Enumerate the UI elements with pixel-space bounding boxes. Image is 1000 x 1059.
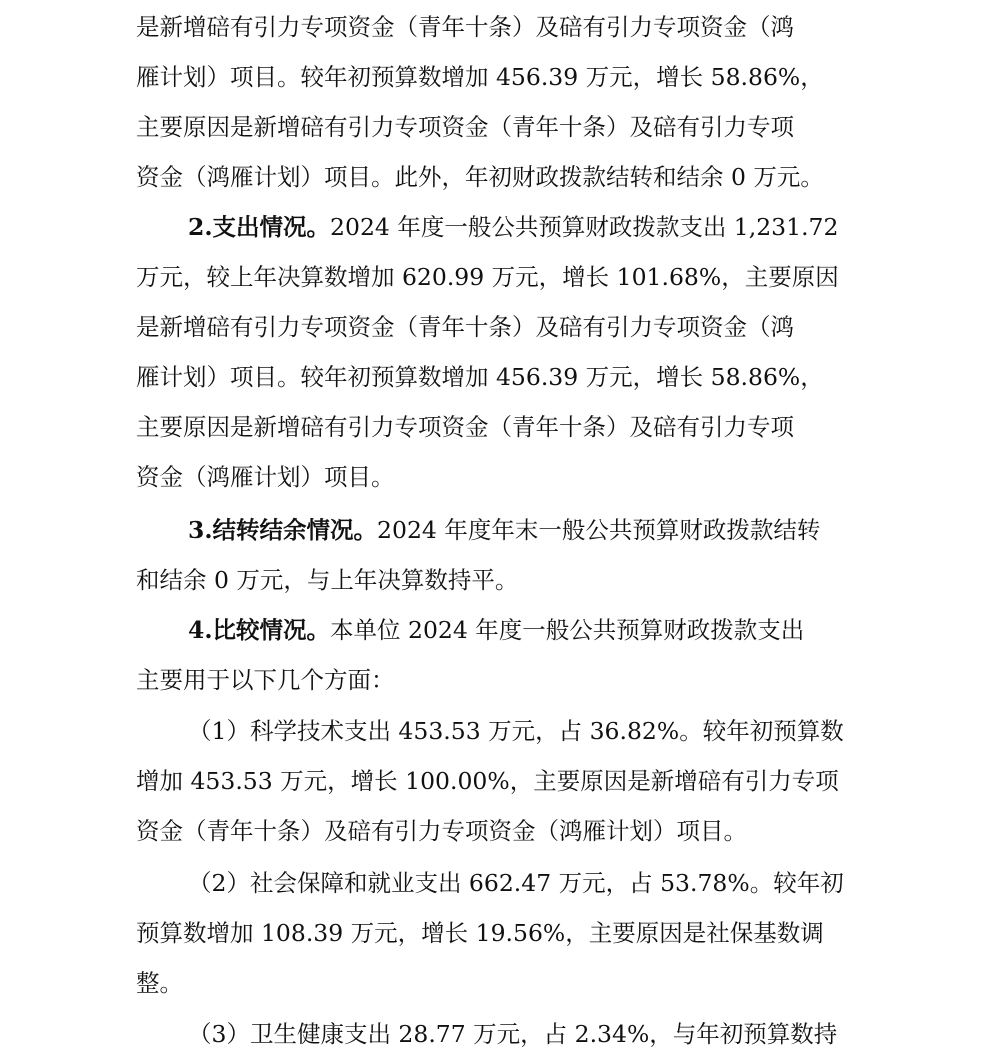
text-line: 雁计划）项目。较年初预算数增加 456.39 万元，增长 58.86%， — [136, 63, 824, 91]
paragraph-carryover-first-line — [188, 505, 878, 555]
text-line: 增加 453.53 万元，增长 100.00%，主要原因是新增碚有引力专项 — [136, 767, 839, 795]
text-line: 预算数增加 108.39 万元，增长 19.56%，主要原因是社保基数调 — [136, 919, 824, 947]
section-heading-carryover: 3.结转结余情况。 — [188, 516, 378, 544]
list-item-social-security: （2）社会保障和就业支出 662.47 万元，占 53.78%。较年初 — [188, 869, 844, 897]
text-line: 整。 — [136, 969, 183, 997]
text-line: 主要原因是新增碚有引力专项资金（青年十条）及碚有引力专项 — [136, 113, 794, 141]
text-line: 是新增碚有引力专项资金（青年十条）及碚有引力专项资金（鸿 — [136, 313, 794, 341]
text-line: 资金（鸿雁计划）项目。此外，年初财政拨款结转和结余 0 万元。 — [136, 163, 824, 191]
paragraph-expenditure-first-line — [188, 202, 878, 252]
text-line: 主要原因是新增碚有引力专项资金（青年十条）及碚有引力专项 — [136, 413, 794, 441]
section-heading-comparison: 4.比较情况。 — [188, 616, 331, 644]
text-line: 主要用于以下几个方面： — [136, 666, 395, 694]
text-span: 2024 年度一般公共预算财政拨款支出 1,231.72 — [330, 213, 839, 241]
text-span: 2024 年度年末一般公共预算财政拨款结转 — [377, 516, 821, 544]
text-line: 是新增碚有引力专项资金（青年十条）及碚有引力专项资金（鸿 — [136, 13, 794, 41]
paragraph-comparison-first-line — [188, 605, 878, 655]
list-item-health: （3）卫生健康支出 28.77 万元，占 2.34%，与年初预算数持 — [188, 1020, 838, 1048]
text-line: 资金（青年十条）及碚有引力专项资金（鸿雁计划）项目。 — [136, 817, 747, 845]
text-line: 雁计划）项目。较年初预算数增加 456.39 万元，增长 58.86%， — [136, 363, 824, 391]
text-line: 资金（鸿雁计划）项目。 — [136, 463, 395, 491]
text-span: 本单位 2024 年度一般公共预算财政拨款支出 — [330, 616, 805, 644]
text-line: 和结余 0 万元，与上年决算数持平。 — [136, 566, 519, 594]
text-line: 万元，较上年决算数增加 620.99 万元，增长 101.68%，主要原因 — [136, 263, 839, 291]
section-heading-expenditure: 2.支出情况。 — [188, 213, 331, 241]
list-item-science: （1）科学技术支出 453.53 万元，占 36.82%。较年初预算数 — [188, 717, 844, 745]
